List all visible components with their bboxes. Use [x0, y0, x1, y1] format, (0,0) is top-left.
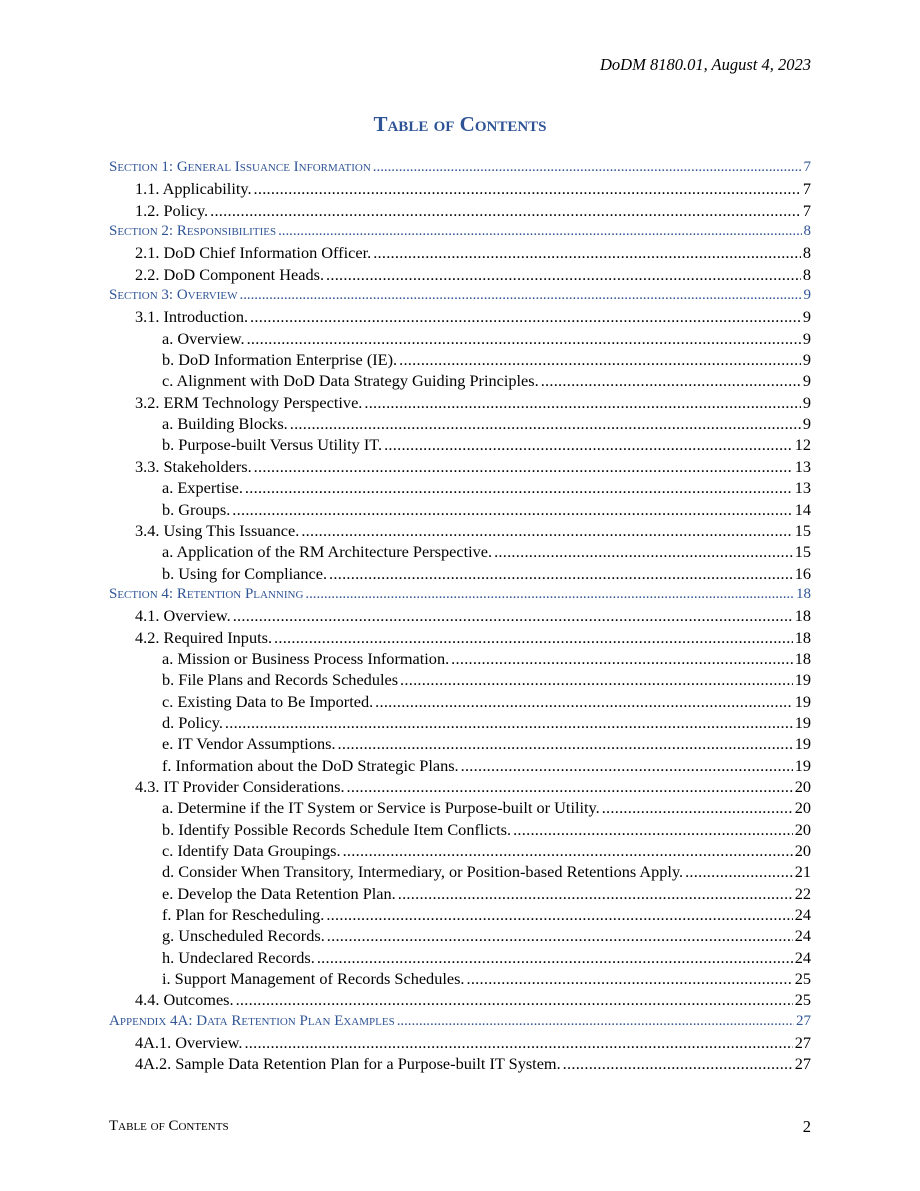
toc-dot-leader — [245, 477, 793, 498]
toc-page-number: 18 — [794, 606, 811, 626]
toc-entry-link[interactable] — [109, 520, 811, 541]
toc-dot-leader — [233, 605, 793, 626]
toc-page-number: 7 — [803, 159, 811, 175]
toc-entry-link[interactable] — [109, 499, 811, 520]
toc-entry-link[interactable] — [109, 691, 811, 712]
toc-dot-leader — [274, 627, 793, 648]
toc-section-link[interactable] — [109, 1011, 811, 1032]
toc-page-number: 25 — [794, 990, 811, 1010]
toc-entry-link[interactable] — [109, 1032, 811, 1053]
toc-entry-link[interactable] — [109, 306, 811, 327]
toc-entry-link[interactable] — [109, 712, 811, 733]
toc-entry-link[interactable] — [109, 413, 811, 434]
toc-entry-label: Section 4: Retention Planning — [109, 585, 304, 602]
toc-entry-label: i. Support Management of Records Schedules. — [162, 969, 465, 989]
toc-page-number: 20 — [794, 819, 811, 839]
toc-page-number: 24 — [794, 905, 811, 925]
toc-page-number: 19 — [794, 691, 811, 711]
toc-page-number: 9 — [802, 371, 811, 391]
toc-entry-label: f. Information about the DoD Strategic Plans. — [162, 755, 459, 775]
footer-page-number: 2 — [802, 1117, 811, 1136]
toc-entry-label: d. Consider When Transitory, Intermediary, or Position-based Retentions Apply. — [162, 862, 684, 882]
toc-entry-label: c. Identify Data Groupings. — [162, 841, 341, 860]
toc-entry-link[interactable] — [109, 755, 811, 776]
toc-page-number: 9 — [802, 350, 811, 370]
toc-entry-label: a. Mission or Business Process Information. — [162, 648, 450, 668]
toc-entry-link[interactable] — [109, 370, 811, 391]
toc-entry-link[interactable] — [109, 200, 811, 221]
toc-entry-label: e. Develop the Data Retention Plan. — [162, 883, 396, 903]
toc-entry-label: 4.3. IT Provider Considerations. — [135, 776, 345, 796]
toc-entry-label: b. File Plans and Records Schedules — [162, 670, 399, 690]
toc-dot-leader — [467, 968, 793, 989]
toc-entry-link[interactable] — [109, 925, 811, 946]
toc-entry-label: e. IT Vendor Assumptions. — [162, 734, 336, 754]
toc-page-number: 24 — [794, 947, 811, 967]
toc-entry-link[interactable] — [109, 627, 811, 648]
toc-entry-label: d. Policy. — [162, 712, 223, 732]
toc-page-number: 27 — [796, 1012, 811, 1029]
toc-entry-label: b. Groups. — [162, 499, 231, 519]
toc-dot-leader — [278, 221, 801, 242]
toc-entry-label: 1.1. Applicability. — [135, 179, 252, 199]
toc-entry-label: 3.3. Stakeholders. — [135, 456, 252, 476]
toc-entry-label: 3.4. Using This Issuance. — [135, 520, 300, 540]
toc-dot-leader — [329, 563, 793, 584]
toc-entry-label: b. Identify Possible Records Schedule Item Conflicts. — [162, 819, 512, 839]
toc-entry-link[interactable] — [109, 883, 811, 904]
toc-section-link[interactable] — [109, 157, 811, 178]
toc-page-number: 13 — [794, 456, 811, 476]
toc-page-number: 19 — [794, 670, 811, 690]
toc-page-number: 21 — [794, 862, 811, 882]
toc-entry-link[interactable] — [109, 242, 811, 263]
toc-dot-leader — [347, 776, 793, 797]
toc-dot-leader — [327, 925, 793, 946]
toc-dot-leader — [254, 178, 801, 199]
toc-entry-link[interactable] — [109, 392, 811, 413]
toc-dot-leader — [373, 157, 802, 178]
toc-page-number: 12 — [794, 435, 811, 455]
toc-entry-link[interactable] — [109, 904, 811, 925]
toc-dot-leader — [685, 861, 793, 882]
toc-page-number: 15 — [794, 542, 811, 562]
toc-page-number: 18 — [796, 585, 811, 602]
toc-page-number: 7 — [802, 179, 811, 199]
toc-page-number: 27 — [794, 1054, 811, 1074]
toc-entry-label: c. Alignment with DoD Data Strategy Guiding Principles. — [162, 371, 539, 391]
toc-page-number: 15 — [794, 520, 811, 540]
toc-page-number: 20 — [794, 776, 811, 796]
toc-entry-label: 3.2. ERM Technology Perspective. — [135, 392, 363, 412]
toc-dot-leader — [364, 392, 800, 413]
toc-dot-leader — [232, 499, 792, 520]
toc-page-number: 8 — [803, 223, 811, 240]
toc-entry-link[interactable] — [109, 819, 811, 840]
toc-page-number: 27 — [794, 1033, 811, 1053]
toc-dot-leader — [451, 648, 793, 669]
toc-dot-leader — [326, 904, 792, 925]
toc-dot-leader — [541, 370, 801, 391]
toc-entry-link[interactable] — [109, 563, 811, 584]
toc-entry-label: b. Purpose-built Versus Utility IT. — [162, 435, 383, 455]
toc-dot-leader — [305, 584, 794, 605]
toc-entry-link[interactable] — [109, 349, 811, 370]
toc-entry-label: 2.1. DoD Chief Information Officer. — [135, 243, 372, 263]
toc-page-number: 9 — [802, 392, 811, 412]
toc-dot-leader — [250, 306, 801, 327]
toc-entry-label: f. Plan for Rescheduling. — [162, 905, 325, 925]
toc-entry-link[interactable] — [109, 776, 811, 797]
toc-dot-leader — [326, 264, 801, 285]
toc-page-number: 9 — [802, 414, 811, 434]
toc-dot-leader — [343, 840, 793, 861]
toc-entry-link[interactable] — [109, 456, 811, 477]
toc-dot-leader — [225, 712, 793, 733]
toc-page-number: 19 — [794, 755, 811, 775]
toc-dot-leader — [513, 819, 793, 840]
toc-page-number: 9 — [802, 328, 811, 348]
toc-dot-leader — [301, 520, 792, 541]
toc-page-number: 25 — [794, 969, 811, 989]
toc-page-number: 13 — [794, 478, 811, 498]
toc-dot-leader — [602, 797, 793, 818]
toc-page-number: 9 — [802, 307, 811, 327]
toc-page-number: 7 — [802, 200, 811, 220]
toc-page-number: 18 — [794, 627, 811, 647]
toc-page-number: 14 — [794, 499, 811, 519]
toc-entry-link[interactable] — [109, 477, 811, 498]
toc-dot-leader — [399, 349, 801, 370]
toc-section-link[interactable] — [109, 584, 811, 605]
toc-entry-label: 4A.1. Overview. — [135, 1033, 243, 1053]
toc-entry-link[interactable] — [109, 989, 811, 1010]
toc-entry-link[interactable] — [109, 605, 811, 626]
toc-entry-link[interactable] — [109, 968, 811, 989]
toc-dot-leader — [494, 541, 793, 562]
toc-dot-leader — [236, 989, 793, 1010]
toc-entry-label: a. Expertise. — [162, 478, 243, 498]
toc-page-number: 19 — [794, 712, 811, 732]
toc-dot-leader — [338, 733, 793, 754]
toc-entry-link[interactable] — [109, 797, 811, 818]
document-header: DoDM 8180.01, August 4, 2023 — [600, 55, 811, 74]
toc-page-number: 20 — [794, 841, 811, 860]
toc-section-link[interactable] — [109, 221, 811, 242]
toc-dot-leader — [373, 242, 801, 263]
toc-entry-label: Section 3: Overview — [109, 287, 238, 304]
toc-dot-leader — [317, 947, 793, 968]
toc-page-number: 8 — [802, 243, 811, 263]
toc-entry-link[interactable] — [109, 669, 811, 690]
table-of-contents — [109, 157, 811, 1075]
toc-dot-leader — [400, 669, 793, 690]
toc-page-number: 24 — [794, 926, 811, 946]
toc-entry-label: 3.1. Introduction. — [135, 307, 249, 327]
toc-entry-link[interactable] — [109, 947, 811, 968]
toc-dot-leader — [384, 434, 793, 455]
toc-entry-label: a. Building Blocks. — [162, 414, 288, 434]
toc-entry-link[interactable] — [109, 328, 811, 349]
toc-dot-leader — [254, 456, 793, 477]
toc-dot-leader — [397, 1011, 794, 1032]
toc-dot-leader — [461, 755, 793, 776]
toc-entry-label: b. DoD Information Enterprise (IE). — [162, 350, 398, 370]
toc-entry-label: 4A.2. Sample Data Retention Plan for a Purpose-built IT System. — [135, 1054, 561, 1074]
toc-page-number: 19 — [794, 734, 811, 754]
toc-dot-leader — [247, 328, 801, 349]
toc-entry-label: 2.2. DoD Component Heads. — [135, 264, 325, 284]
toc-entry-label: 4.2. Required Inputs. — [135, 627, 273, 647]
toc-entry-label: Section 2: Responsibilities — [109, 223, 277, 240]
toc-dot-leader — [290, 413, 801, 434]
toc-entry-label: a. Application of the RM Architecture Perspective. — [162, 542, 493, 562]
page-title: Table of Contents — [373, 112, 547, 136]
toc-entry-link[interactable] — [109, 178, 811, 199]
toc-page-number: 20 — [794, 798, 811, 818]
toc-dot-leader — [244, 1032, 792, 1053]
toc-entry-label: g. Unscheduled Records. — [162, 926, 325, 946]
toc-dot-leader — [398, 883, 793, 904]
toc-entry-label: b. Using for Compliance. — [162, 563, 328, 583]
toc-entry-label: c. Existing Data to Be Imported. — [162, 691, 374, 711]
toc-dot-leader — [563, 1053, 793, 1074]
toc-entry-link[interactable] — [109, 733, 811, 754]
toc-entry-link[interactable] — [109, 434, 811, 455]
toc-page-number: 8 — [802, 264, 811, 284]
toc-section-link[interactable] — [109, 285, 811, 306]
toc-entry-label: a. Overview. — [162, 328, 245, 348]
toc-entry-label: 4.1. Overview. — [135, 606, 231, 626]
toc-page-number: 9 — [803, 287, 811, 304]
toc-entry-link[interactable] — [109, 541, 811, 562]
toc-entry-link[interactable] — [109, 840, 811, 861]
toc-dot-leader — [210, 200, 801, 221]
toc-entry-label: a. Determine if the IT System or Service is Purpose-built or Utility. — [162, 798, 600, 818]
toc-entry-label: Section 1: General Issuance Information — [109, 159, 371, 175]
toc-entry-link[interactable] — [109, 1053, 811, 1074]
toc-entry-label: h. Undeclared Records. — [162, 947, 315, 967]
toc-entry-label: Appendix 4A: Data Retention Plan Examples — [109, 1012, 395, 1029]
toc-entry-label: 1.2. Policy. — [135, 200, 209, 220]
toc-entry-link[interactable] — [109, 648, 811, 669]
toc-dot-leader — [375, 691, 793, 712]
toc-dot-leader — [240, 285, 802, 306]
toc-entry-link[interactable] — [109, 861, 811, 882]
toc-entry-label: 4.4. Outcomes. — [135, 990, 234, 1010]
footer-section-label: Table of Contents — [109, 1118, 229, 1134]
toc-page-number: 18 — [794, 648, 811, 668]
toc-entry-link[interactable] — [109, 264, 811, 285]
toc-page-number: 16 — [794, 563, 811, 583]
toc-page-number: 22 — [794, 883, 811, 903]
